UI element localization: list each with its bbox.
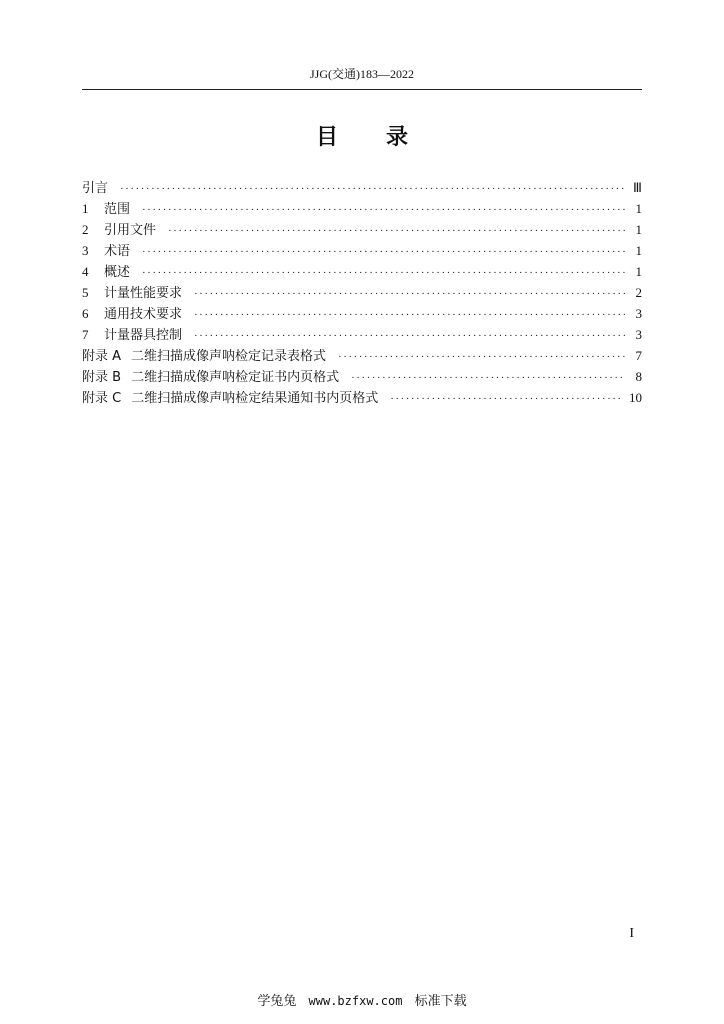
- toc-entry-2[interactable]: [82, 219, 642, 240]
- footer-tagline: 标准下载: [414, 994, 467, 1009]
- toc-entry-1[interactable]: [82, 198, 642, 219]
- toc-entry-appendix-c[interactable]: [82, 387, 642, 408]
- running-header: JJG(交通)183—2022: [310, 67, 414, 81]
- toc-entry-label: 二维扫描成像声呐检定记录表格式: [131, 349, 327, 364]
- toc-entry-number: 附录 C: [82, 391, 122, 406]
- toc-entry-page: 8: [635, 369, 642, 384]
- toc-entry-page: 1: [635, 264, 642, 279]
- toc-entry-page: 2: [635, 285, 642, 300]
- dot-leader: [338, 347, 626, 368]
- toc-entry-number: 5: [82, 285, 89, 300]
- toc-entry-4[interactable]: [82, 261, 642, 282]
- dot-leader: [142, 200, 626, 221]
- footer-brand: 学兔兔: [257, 994, 297, 1009]
- toc-entry-page: 1: [635, 222, 642, 237]
- dot-leader: [194, 305, 626, 326]
- dot-leader: [351, 368, 626, 389]
- toc-entry-label: 范围: [104, 202, 131, 217]
- dot-leader: [142, 263, 626, 284]
- toc-entry-number: 6: [82, 306, 89, 321]
- toc-entry-label: 计量器具控制: [104, 328, 183, 343]
- toc-entry-page: 1: [635, 243, 642, 258]
- toc-entry-label: 引言: [82, 181, 109, 196]
- page-number: I: [629, 926, 634, 941]
- header-rule: [82, 89, 642, 90]
- page-footer: [0, 993, 724, 1010]
- toc-entry-page: 10: [629, 390, 642, 405]
- dot-leader: [142, 242, 626, 263]
- toc-entry-page: 1: [635, 201, 642, 216]
- toc-entry-page: Ⅲ: [633, 180, 642, 195]
- dot-leader: [194, 326, 626, 347]
- toc-entry-number: 附录 A: [82, 349, 122, 364]
- title-char-1: 目: [315, 125, 338, 150]
- toc-entry-label: 计量性能要求: [104, 286, 183, 301]
- toc-entry-number: 4: [82, 264, 89, 279]
- toc-entry-label: 概述: [104, 265, 131, 280]
- toc-entry-label: 通用技术要求: [104, 307, 183, 322]
- toc-entry-number: 3: [82, 243, 89, 258]
- dot-leader: [194, 284, 626, 305]
- dot-leader: [120, 179, 626, 200]
- toc-entry-label: 术语: [104, 244, 131, 259]
- toc-entry-page: 3: [635, 306, 642, 321]
- toc-entry-number: 1: [82, 201, 89, 216]
- toc-entry-page: 7: [635, 348, 642, 363]
- title-char-2: 录: [386, 125, 409, 150]
- dot-leader: [390, 389, 623, 410]
- page-title: [0, 124, 724, 152]
- toc-entry-page: 3: [635, 327, 642, 342]
- footer-site-link[interactable]: www.bzfxw.com: [308, 994, 403, 1008]
- dot-leader: [168, 221, 626, 242]
- toc-entry-appendix-b[interactable]: [82, 366, 642, 387]
- toc-entry-3[interactable]: [82, 240, 642, 261]
- toc-entry-6[interactable]: [82, 303, 642, 324]
- toc-entry-label: 引用文件: [104, 223, 157, 238]
- toc-entry-appendix-a[interactable]: [82, 345, 642, 366]
- table-of-contents: [82, 177, 642, 408]
- toc-entry-label: 二维扫描成像声呐检定证书内页格式: [131, 370, 340, 385]
- toc-entry-5[interactable]: [82, 282, 642, 303]
- toc-entry-number: 附录 B: [82, 370, 122, 385]
- toc-entry-number: 7: [82, 327, 89, 342]
- toc-entry-number: 2: [82, 222, 89, 237]
- toc-entry-preface[interactable]: [82, 177, 642, 198]
- toc-entry-label: 二维扫描成像声呐检定结果通知书内页格式: [131, 391, 379, 406]
- toc-entry-7[interactable]: [82, 324, 642, 345]
